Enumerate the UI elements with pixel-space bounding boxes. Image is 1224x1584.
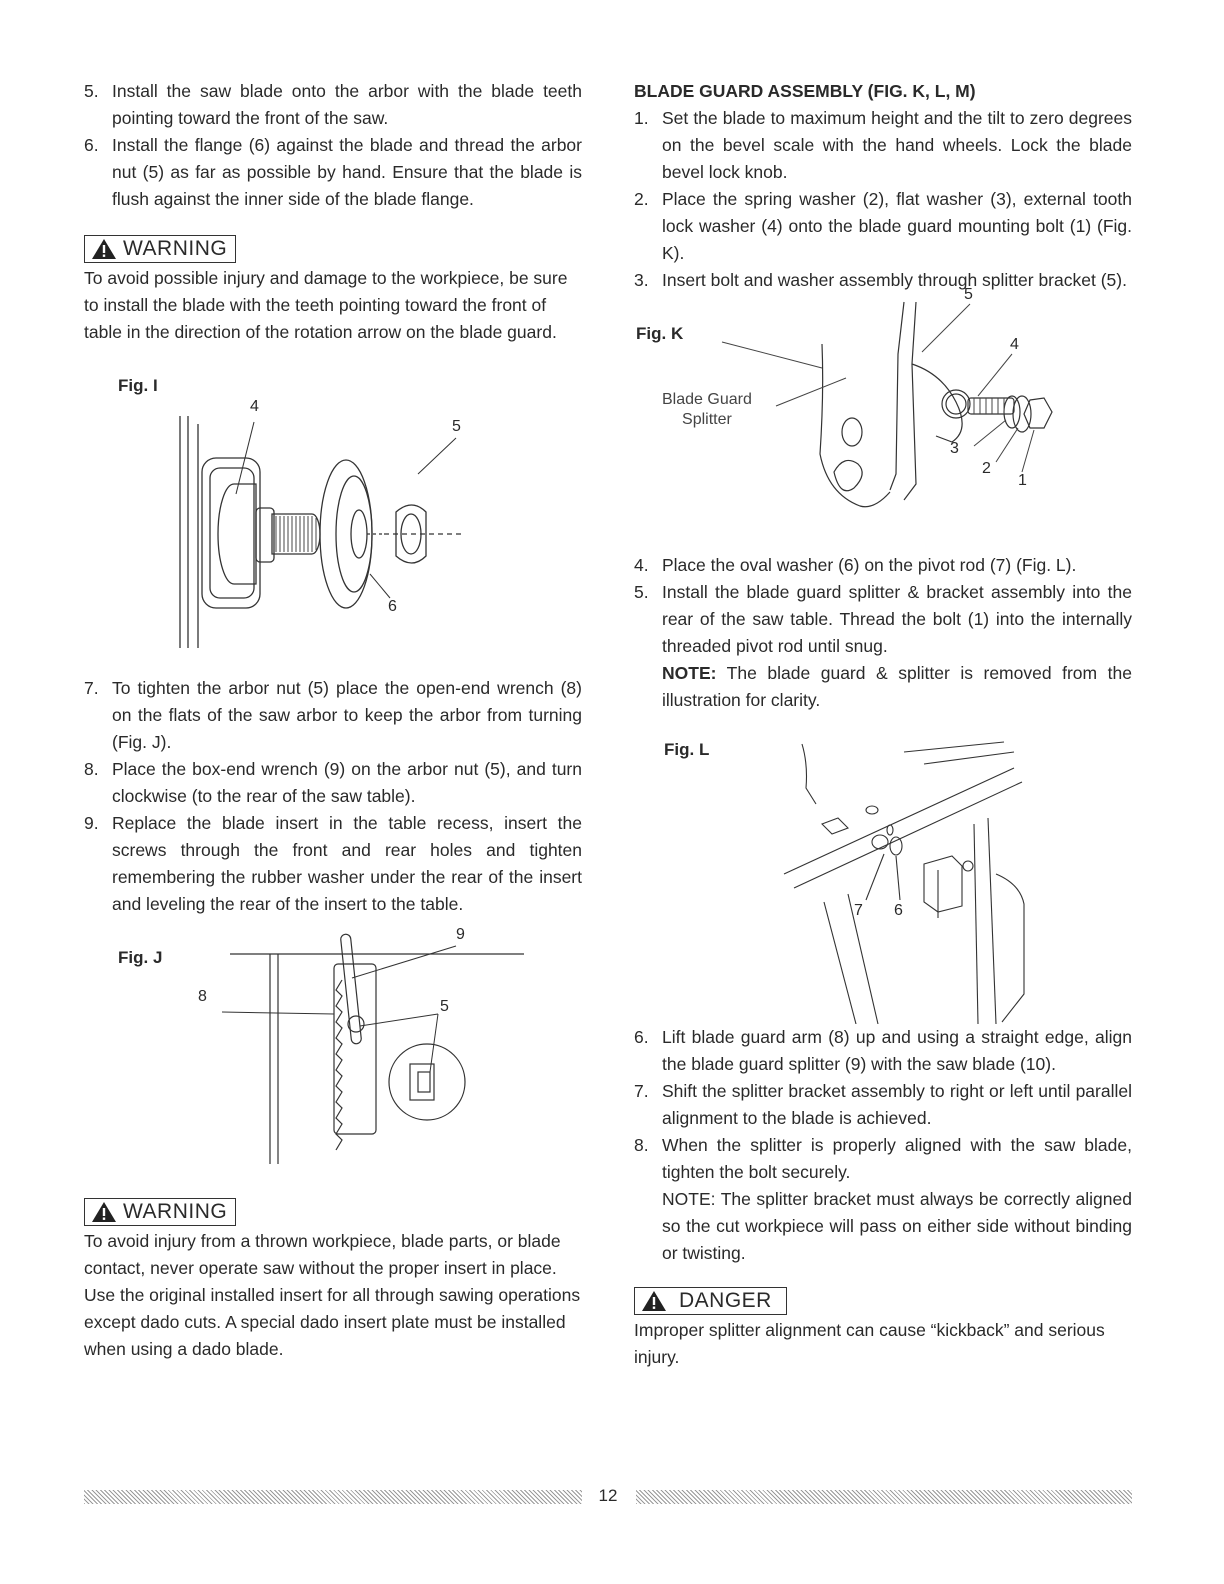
- fig-k-callout-5: 5: [964, 286, 973, 303]
- list-item: 8. Place the box-end wrench (9) on the arbor nut (5), and turn clockwise (to the rear of the saw table).: [84, 759, 582, 806]
- warning-text-2: To avoid injury from a thrown workpiece, blade parts, or blade contact, never operate saw without the proper insert in place. Use the original installed insert for all through sawing operations except dado cuts. A special dado insert plate must be installed when using a dado blade.: [84, 1231, 581, 1359]
- steps-6-8: [634, 1024, 1132, 1186]
- warning-box-1: WARNING: [84, 235, 236, 263]
- warning-icon: [91, 238, 117, 260]
- list-item: 6. Install the flange (6) against the blade and thread the arbor nut (5) as far as possible by hand. Ensure that the blade is flush against the inner side of the blade flange.: [84, 135, 582, 209]
- fig-j-callout-5: 5: [440, 998, 449, 1015]
- list-item: 9. Replace the blade insert in the table recess, insert the screws through the front and rear holes and tighten remembering the rubber washer under the rear of the insert and leveling the rear of the insert to the table.: [84, 813, 582, 914]
- fig-k-callout-2: 2: [982, 460, 991, 477]
- fig-i-callout-5: 5: [452, 418, 461, 435]
- footer-pattern-right: [636, 1490, 1132, 1504]
- warning-icon: [641, 1290, 667, 1312]
- danger-text: Improper splitter alignment can cause “kickback” and serious injury.: [634, 1320, 1105, 1367]
- footer-pattern-left: [84, 1490, 582, 1504]
- figure-j: [84, 924, 582, 1182]
- steps-1-3: [634, 105, 1132, 294]
- list-item: 8. When the splitter is properly aligned with the saw blade, tighten the bolt securely.: [634, 1135, 1132, 1182]
- list-item: 7. Shift the splitter bracket assembly to right or left until parallel alignment to the blade is achieved.: [634, 1081, 1132, 1128]
- right-column: [634, 78, 1132, 1371]
- page-number: 12: [598, 1486, 618, 1505]
- fig-i-callout-6: 6: [388, 598, 397, 615]
- list-item: 5. Install the blade guard splitter & bracket assembly into the rear of the saw table. Thread the bolt (1) into the internally threaded pivot rod until snug.: [634, 582, 1132, 656]
- steps-7-9: [84, 675, 582, 918]
- steps-4-5: [634, 552, 1132, 660]
- fig-j-callout-9: 9: [456, 926, 465, 943]
- note-splitter: NOTE: The splitter bracket must always be correctly aligned so the cut workpiece will pass on either side without binding or twisting.: [662, 1189, 1132, 1263]
- figure-k: [634, 286, 1132, 552]
- fig-j-illustration: [84, 924, 582, 1182]
- fig-l-callout-7: 7: [854, 902, 863, 919]
- fig-k-illustration: [634, 294, 1132, 552]
- note-illustration: NOTE: The blade guard & splitter is removed from the illustration for clarity.: [662, 663, 1132, 710]
- danger-box: DANGER: [634, 1287, 787, 1315]
- fig-j-callout-8: 8: [198, 988, 207, 1005]
- page-footer: [84, 1486, 1132, 1508]
- figure-l: [634, 724, 1132, 1024]
- list-item: 7. To tighten the arbor nut (5) place the open-end wrench (8) on the flats of the saw arbor to keep the arbor from turning (Fig. J).: [84, 678, 582, 752]
- fig-k-guard-label: Blade Guard Splitter: [662, 391, 752, 428]
- section-heading: BLADE GUARD ASSEMBLY (FIG. K, L, M): [634, 81, 976, 101]
- fig-l-label: Fig. L: [664, 740, 710, 759]
- fig-k-callout-3: 3: [950, 440, 959, 457]
- warning-icon: [91, 1201, 117, 1223]
- list-item: 4. Place the oval washer (6) on the pivot rod (7) (Fig. L).: [634, 555, 1077, 575]
- list-item: 5. Install the saw blade onto the arbor with the blade teeth pointing toward the front of the saw.: [84, 81, 582, 128]
- fig-k-callout-4: 4: [1010, 336, 1019, 353]
- left-column: [84, 78, 582, 1363]
- warning-box-2: WARNING: [84, 1198, 236, 1226]
- list-item: 2. Place the spring washer (2), flat washer (3), external tooth lock washer (4) onto the blade guard mounting bolt (1) (Fig. K).: [634, 189, 1132, 263]
- steps-5-6: [84, 78, 582, 213]
- fig-j-label: Fig. J: [118, 948, 163, 967]
- fig-l-callout-6: 6: [894, 902, 903, 919]
- fig-k-callout-1: 1: [1018, 472, 1027, 489]
- fig-i-callout-4: 4: [250, 398, 259, 415]
- list-item: 6. Lift blade guard arm (8) up and using a straight edge, align the blade guard splitter (9) with the saw blade (10).: [634, 1027, 1132, 1074]
- list-item: 3. Insert bolt and washer assembly through splitter bracket (5).: [634, 270, 1127, 290]
- warning-text-1: To avoid possible injury and damage to the workpiece, be sure to install the blade with the teeth pointing toward the front of table in the direction of the rotation arrow on the blade guard.: [84, 268, 568, 342]
- fig-i-illustration: [84, 376, 582, 661]
- list-item: 1. Set the blade to maximum height and the tilt to zero degrees on the bevel scale with the hand wheels. Lock the blade bevel lock knob.: [634, 108, 1132, 182]
- fig-i-label: Fig. I: [118, 376, 158, 395]
- fig-l-illustration: [634, 724, 1132, 1024]
- figure-i: [84, 376, 582, 661]
- fig-k-label: Fig. K: [636, 324, 684, 343]
